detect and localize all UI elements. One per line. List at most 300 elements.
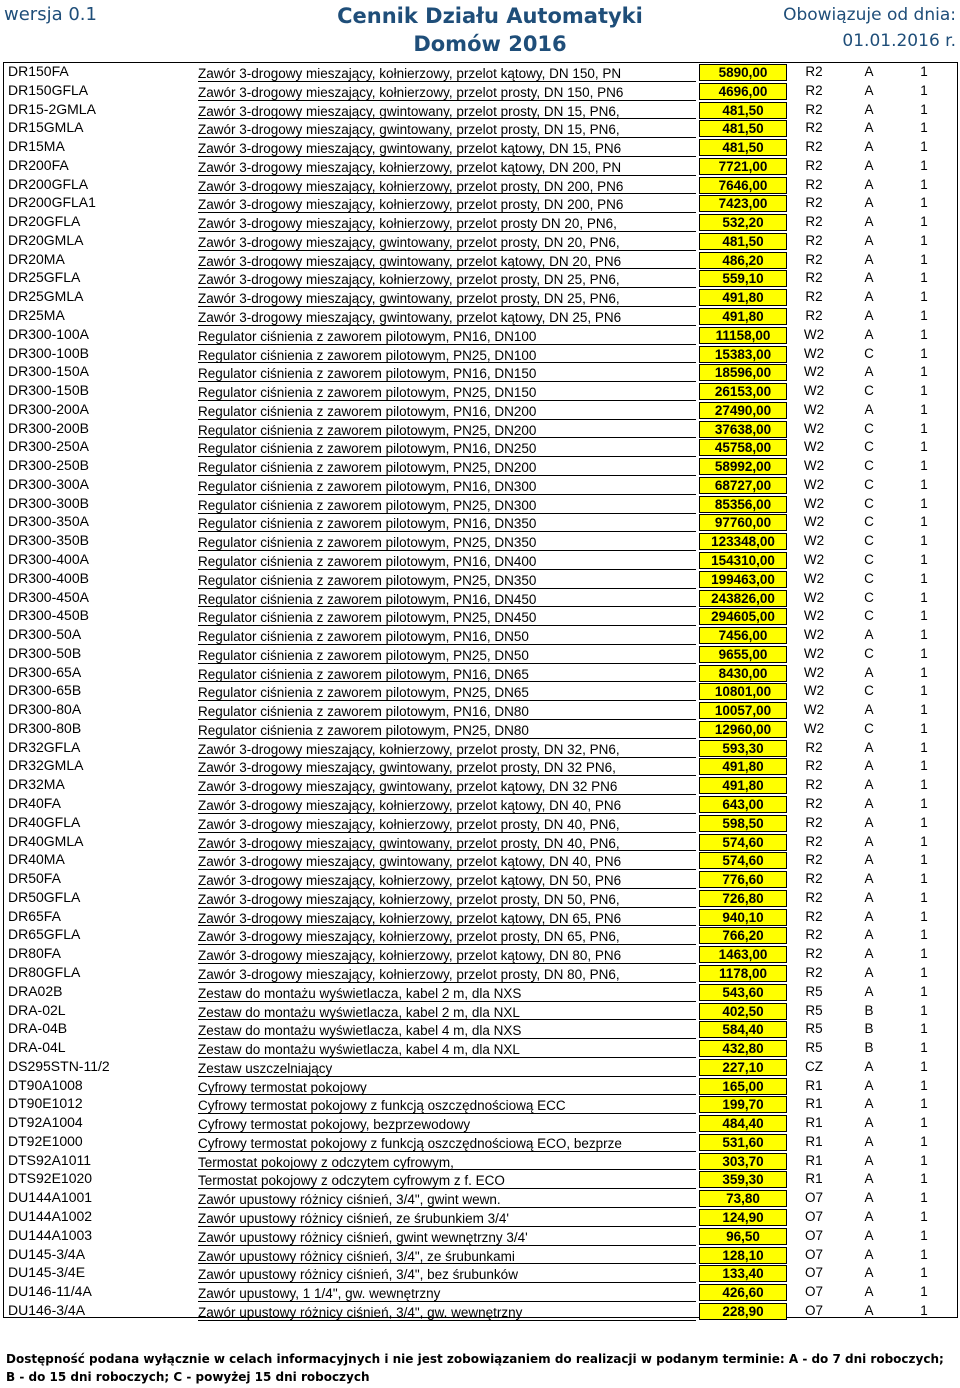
unit-quantity: 1 [920,64,928,79]
product-code: DS295STN-11/2 [8,1057,110,1074]
table-row [4,908,957,927]
table-row [4,138,957,157]
product-price: 85356,00 [699,496,787,513]
product-price: 359,30 [699,1171,787,1188]
product-code: DR25GMLA [8,288,84,305]
product-group: R2 [805,101,823,117]
product-code: DR20MA [8,250,65,267]
table-row [4,682,957,701]
product-description: Zawór 3-drogowy mieszający, kołnierzowy, przelot kątowy, DN 150, PN [198,63,696,82]
table-row [4,1152,957,1171]
product-price: 7423,00 [699,195,787,212]
availability-code: A [864,64,874,79]
unit-quantity: 1 [920,570,928,586]
product-description: Cyfrowy termostat pokojowy, bezprzewodowy [198,1114,696,1133]
product-price: 643,00 [699,796,787,813]
product-group: W2 [803,383,825,399]
product-code: DT92A1004 [8,1114,83,1131]
product-description: Zawór 3-drogowy mieszający, gwintowany, przelot kątowy, DN 15, PN6 [198,138,696,157]
product-code: DR40FA [8,795,61,812]
unit-quantity: 1 [920,495,928,511]
product-group: R2 [805,195,823,211]
page-header [0,0,960,62]
unit-quantity: 1 [920,946,928,962]
unit-quantity: 1 [920,814,928,830]
product-price: 491,80 [699,758,787,775]
product-description: Regulator ciśnienia z zaworem pilotowym, PN16, DN300 [198,476,696,495]
availability-code: C [864,439,874,455]
table-row [4,1114,957,1133]
product-description: Zawór 3-drogowy mieszający, kołnierzowy, przelot kątowy, DN 40, PN6 [198,795,696,814]
unit-quantity: 1 [920,1171,928,1187]
product-price: 228,90 [699,1303,787,1320]
product-description: Regulator ciśnienia z zaworem pilotowym, PN25, DN150 [198,382,696,401]
product-description: Zawór 3-drogowy mieszający, gwintowany, przelot kątowy, DN 32 PN6 [198,776,696,795]
availability-code: B [864,1002,874,1018]
product-description: Zawór 3-drogowy mieszający, gwintowany, przelot kątowy, DN 25, PN6 [198,307,696,326]
unit-quantity: 1 [920,1208,928,1224]
product-price: 481,50 [699,233,787,250]
product-description: Zawór 3-drogowy mieszający, kołnierzowy, przelot kątowy, DN 50, PN6 [198,870,696,889]
product-description: Regulator ciśnienia z zaworem pilotowym, PN16, DN100 [198,326,696,345]
availability-code: A [864,1284,874,1300]
product-description: Zawór 3-drogowy mieszający, gwintowany, przelot kątowy, DN 40, PN6 [198,851,696,870]
unit-quantity: 1 [920,852,928,868]
table-row [4,1039,957,1058]
product-price: 96,50 [699,1228,787,1245]
product-group: R2 [805,139,823,155]
product-description: Zawór 3-drogowy mieszający, kołnierzowy, przelot prosty, DN 65, PN6, [198,926,696,945]
product-group: O7 [804,1208,823,1224]
unit-quantity: 1 [920,1096,928,1112]
table-row [4,1264,957,1283]
product-group: W2 [803,439,825,455]
availability-code: A [864,664,874,680]
product-code: DR32MA [8,776,65,793]
product-price: 7646,00 [699,177,787,194]
product-description: Regulator ciśnienia z zaworem pilotowym, PN25, DN200 [198,420,696,439]
product-code: DR200GFLA1 [8,194,96,211]
product-code: DRA-04L [8,1039,66,1056]
table-row [4,607,957,626]
product-description: Zawór 3-drogowy mieszający, kołnierzowy, przelot prosty, DN 150, PN6 [198,82,696,101]
product-code: DR15-2GMLA [8,100,96,117]
validity-block [783,2,956,54]
product-price: 432,80 [699,1040,787,1057]
product-code: DT90E1012 [8,1095,83,1112]
table-row [4,889,957,908]
product-description: Regulator ciśnienia z zaworem pilotowym, PN25, DN80 [198,720,696,739]
table-row [4,1095,957,1114]
validity-date: 01.01.2016 r. [842,31,956,51]
unit-quantity: 1 [920,1284,928,1300]
product-group: R2 [805,308,823,323]
availability-code: A [864,833,874,849]
product-description: Cyfrowy termostat pokojowy z funkcją oszczędnościową ECO, bezprze [198,1133,696,1152]
product-code: DR300-150B [8,382,89,399]
product-group: R5 [805,983,823,999]
product-description: Regulator ciśnienia z zaworem pilotowym, PN16, DN150 [198,363,696,382]
product-code: DR300-300B [8,494,89,511]
table-row [4,1283,957,1302]
product-description: Regulator ciśnienia z zaworem pilotowym, PN16, DN80 [198,701,696,720]
product-price: 294605,00 [699,608,787,625]
product-description: Zestaw uszczelniający [198,1058,696,1077]
page-title: Cennik Działu Automatyki Domów 2016 [337,4,643,56]
product-code: DR40GMLA [8,832,84,849]
product-code: DR300-400A [8,551,89,568]
product-description: Zawór upustowy różnicy ciśnień, 3/4", gw. wewnętrzny [198,1302,696,1321]
product-group: W2 [803,720,825,736]
product-code: DU144A1001 [8,1189,93,1206]
availability-code: A [864,1246,874,1262]
product-group: O7 [804,1284,823,1300]
availability-code: C [864,533,874,549]
product-description: Zawór 3-drogowy mieszający, gwintowany, przelot prosty, DN 32 PN6, [198,757,696,776]
unit-quantity: 1 [920,589,928,605]
product-code: DR300-100A [8,325,89,342]
unit-quantity: 1 [920,476,928,492]
product-code: DR40GFLA [8,813,81,830]
availability-code: C [864,495,874,511]
table-row [4,1002,957,1021]
unit-quantity: 1 [920,1058,928,1074]
product-code: DU146-11/4A [8,1283,92,1300]
product-description: Zawór 3-drogowy mieszający, kołnierzowy, przelot prosty, DN 200, PN6 [198,194,696,213]
unit-quantity: 1 [920,176,928,192]
product-group: R2 [805,270,823,286]
product-group: R1 [805,1115,823,1131]
product-price: 481,50 [699,102,787,119]
availability-code: C [864,608,874,624]
product-description: Zawór 3-drogowy mieszający, kołnierzowy, przelot prosty DN 20, PN6, [198,213,696,232]
availability-code: A [864,739,874,755]
table-row [4,476,957,495]
product-code: DR300-250B [8,457,89,474]
product-group: CZ [805,1058,823,1074]
unit-quantity: 1 [920,627,928,643]
availability-code: A [864,364,874,380]
table-row [4,438,957,457]
product-group: W2 [803,608,825,624]
availability-code: C [864,589,874,605]
product-group: R2 [805,927,823,943]
availability-code: C [864,420,874,436]
product-description: Zawór 3-drogowy mieszający, gwintowany, przelot prosty, DN 15, PN6, [198,101,696,120]
product-price: 227,10 [699,1059,787,1076]
product-price: 481,50 [699,120,787,137]
product-price: 199463,00 [699,571,787,588]
availability-note-line-2: B - do 15 dni roboczych; C - powyżej 15 dni roboczych [6,1370,370,1384]
unit-quantity: 1 [920,552,928,568]
availability-code: A [864,758,874,774]
product-price: 9655,00 [699,646,787,663]
product-price: 7721,00 [699,158,787,175]
product-price: 593,30 [699,740,787,757]
product-price: 402,50 [699,1003,787,1020]
availability-code: C [864,570,874,586]
unit-quantity: 1 [920,964,928,980]
table-row [4,870,957,889]
product-description: Cyfrowy termostat pokojowy [198,1077,696,1096]
product-price: 243826,00 [699,590,787,607]
unit-quantity: 1 [920,214,928,230]
unit-quantity: 1 [920,1040,928,1056]
availability-code: C [864,383,874,399]
availability-code: A [864,1077,874,1093]
product-price: 27490,00 [699,402,787,419]
product-price: 484,40 [699,1115,787,1132]
product-price: 766,20 [699,927,787,944]
table-row [4,457,957,476]
product-group: O7 [804,1265,823,1281]
product-code: DRA-04B [8,1020,68,1037]
product-price: 45758,00 [699,439,787,456]
product-group: W2 [803,458,825,474]
table-row [4,1020,957,1039]
table-row [4,363,957,382]
table-row [4,795,957,814]
unit-quantity: 1 [920,251,928,267]
unit-quantity: 1 [920,908,928,924]
product-group: W2 [803,589,825,605]
availability-code: C [864,552,874,568]
availability-code: C [864,476,874,492]
unit-quantity: 1 [920,871,928,887]
table-row [4,326,957,345]
product-code: DU145-3/4A [8,1245,86,1262]
product-code: DTS92A1011 [8,1151,92,1168]
product-group: R1 [805,1077,823,1093]
product-group: R1 [805,1152,823,1168]
product-group: R2 [805,777,823,793]
unit-quantity: 1 [920,195,928,211]
availability-code: A [864,308,874,323]
table-row [4,194,957,213]
table-row [4,776,957,795]
product-code: DR300-400B [8,569,89,586]
availability-code: A [864,1171,874,1187]
product-code: DR300-50A [8,626,82,643]
product-code: DTS92E1020 [8,1170,93,1187]
product-description: Regulator ciśnienia z zaworem pilotowym, PN16, DN350 [198,513,696,532]
unit-quantity: 1 [920,270,928,286]
product-code: DR200GFLA [8,175,89,192]
product-description: Zestaw do montażu wyświetlacza, kabel 2 m, dla NXS [198,983,696,1002]
product-group: R2 [805,852,823,868]
product-price: 574,60 [699,834,787,851]
product-code: DR200FA [8,156,69,173]
availability-code: A [864,1133,874,1149]
unit-quantity: 1 [920,702,928,718]
product-description: Zawór 3-drogowy mieszający, kołnierzowy, przelot kątowy, DN 65, PN6 [198,908,696,927]
product-price: 68727,00 [699,477,787,494]
availability-code: A [864,1152,874,1168]
product-code: DR300-50B [8,644,82,661]
availability-code: A [864,101,874,117]
product-group: W2 [803,533,825,549]
unit-quantity: 1 [920,1133,928,1149]
product-price: 598,50 [699,815,787,832]
table-row [4,101,957,120]
availability-code: A [864,401,874,417]
product-code: DR80GFLA [8,963,81,980]
table-row [4,720,957,739]
product-code: DR65FA [8,907,61,924]
product-description: Regulator ciśnienia z zaworem pilotowym, PN16, DN400 [198,551,696,570]
table-row [4,1246,957,1265]
product-price: 8430,00 [699,665,787,682]
availability-code: A [864,251,874,267]
product-group: W2 [803,702,825,718]
product-code: DR300-150A [8,363,89,380]
product-group: R2 [805,120,823,136]
product-code: DR40MA [8,851,65,868]
availability-code: A [864,1058,874,1074]
product-price: 37638,00 [699,421,787,438]
table-row [4,570,957,589]
product-group: W2 [803,476,825,492]
product-description: Zestaw do montażu wyświetlacza, kabel 4 m, dla NXL [198,1039,696,1058]
product-description: Zawór upustowy, 1 1/4", gw. wewnętrzny [198,1283,696,1302]
product-group: R2 [805,251,823,267]
table-row [4,1133,957,1152]
product-description: Regulator ciśnienia z zaworem pilotowym, PN25, DN300 [198,495,696,514]
product-description: Cyfrowy termostat pokojowy z funkcją oszczędnościową ECC [198,1095,696,1114]
product-price: 543,60 [699,984,787,1001]
table-row [4,814,957,833]
product-description: Regulator ciśnienia z zaworem pilotowym, PN16, DN450 [198,589,696,608]
product-price: 18596,00 [699,364,787,381]
availability-code: B [864,1021,874,1037]
product-code: DR25MA [8,307,65,323]
unit-quantity: 1 [920,720,928,736]
availability-code: A [864,1208,874,1224]
product-price: 133,40 [699,1265,787,1282]
product-group: W2 [803,683,825,699]
availability-code: A [864,946,874,962]
product-price: 486,20 [699,252,787,269]
product-code: DRA02B [8,982,63,999]
table-row [4,251,957,270]
unit-quantity: 1 [920,1002,928,1018]
product-price: 154310,00 [699,552,787,569]
product-code: DR300-65A [8,663,82,680]
table-row [4,420,957,439]
product-description: Zawór 3-drogowy mieszający, kołnierzowy, przelot kątowy, DN 80, PN6 [198,945,696,964]
product-description: Zawór 3-drogowy mieszający, gwintowany, przelot prosty, DN 15, PN6, [198,119,696,138]
table-row [4,513,957,532]
unit-quantity: 1 [920,645,928,661]
product-code: DR15MA [8,138,65,155]
product-description: Regulator ciśnienia z zaworem pilotowym, PN16, DN250 [198,438,696,457]
table-row [4,82,957,101]
unit-quantity: 1 [920,101,928,117]
product-price: 15383,00 [699,346,787,363]
product-price: 10057,00 [699,702,787,719]
product-price: 11158,00 [699,327,787,344]
unit-quantity: 1 [920,983,928,999]
availability-code: A [864,289,874,305]
table-row [4,851,957,870]
product-price: 26153,00 [699,383,787,400]
product-price: 73,80 [699,1190,787,1207]
product-code: DR300-250A [8,438,89,455]
product-code: DR300-100B [8,344,89,361]
product-description: Termostat pokojowy z odczytem cyfrowym z f. ECO [198,1170,696,1189]
product-code: DR300-450B [8,607,89,624]
product-code: DR15GMLA [8,119,84,136]
availability-code: C [864,720,874,736]
availability-code: A [864,195,874,211]
unit-quantity: 1 [920,364,928,380]
product-description: Regulator ciśnienia z zaworem pilotowym, PN16, DN50 [198,626,696,645]
unit-quantity: 1 [920,157,928,173]
product-code: DR50GFLA [8,888,81,905]
table-row [4,345,957,364]
unit-quantity: 1 [920,777,928,793]
table-row [4,645,957,664]
availability-code: B [864,1040,874,1056]
product-group: W2 [803,364,825,380]
product-price: 97760,00 [699,514,787,531]
table-row [4,63,957,82]
availability-code: A [864,852,874,868]
product-price: 123348,00 [699,533,787,550]
product-group: W2 [803,514,825,530]
product-price: 1463,00 [699,946,787,963]
product-code: DR300-65B [8,682,82,699]
product-code: DR300-80A [8,701,82,718]
unit-quantity: 1 [920,758,928,774]
product-group: W2 [803,570,825,586]
product-description: Zawór 3-drogowy mieszający, kołnierzowy, przelot prosty, DN 200, PN6 [198,176,696,195]
unit-quantity: 1 [920,326,928,342]
availability-code: C [864,514,874,530]
product-code: DR25GFLA [8,269,81,286]
product-group: R2 [805,64,823,79]
availability-code: A [864,777,874,793]
product-description: Zawór 3-drogowy mieszający, gwintowany, przelot prosty, DN 25, PN6, [198,288,696,307]
product-group: R2 [805,214,823,230]
availability-code: A [864,176,874,192]
product-group: R2 [805,758,823,774]
availability-code: A [864,120,874,136]
unit-quantity: 1 [920,139,928,155]
product-group: W2 [803,420,825,436]
availability-code: A [864,270,874,286]
availability-code: C [864,345,874,361]
availability-note-line-1: Dostępność podana wyłącznie w celach informacyjnych i nie jest zobowiązaniem do realizacji w podanym terminie: A - do 7 dni roboczych; [6,1352,944,1366]
product-code: DR20GMLA [8,231,84,248]
product-code: DU145-3/4E [8,1264,86,1281]
unit-quantity: 1 [920,383,928,399]
product-description: Zawór upustowy różnicy ciśnień, 3/4", ze śrubunkami [198,1246,696,1265]
product-price: 128,10 [699,1247,787,1264]
product-group: R2 [805,82,823,98]
availability-code: A [864,232,874,248]
unit-quantity: 1 [920,1265,928,1281]
unit-quantity: 1 [920,1190,928,1206]
unit-quantity: 1 [920,739,928,755]
table-row [4,964,957,983]
table-row [4,213,957,232]
product-group: R1 [805,1171,823,1187]
availability-code: A [864,983,874,999]
product-price: 491,80 [699,289,787,306]
product-group: W2 [803,495,825,511]
product-price: 531,60 [699,1134,787,1151]
